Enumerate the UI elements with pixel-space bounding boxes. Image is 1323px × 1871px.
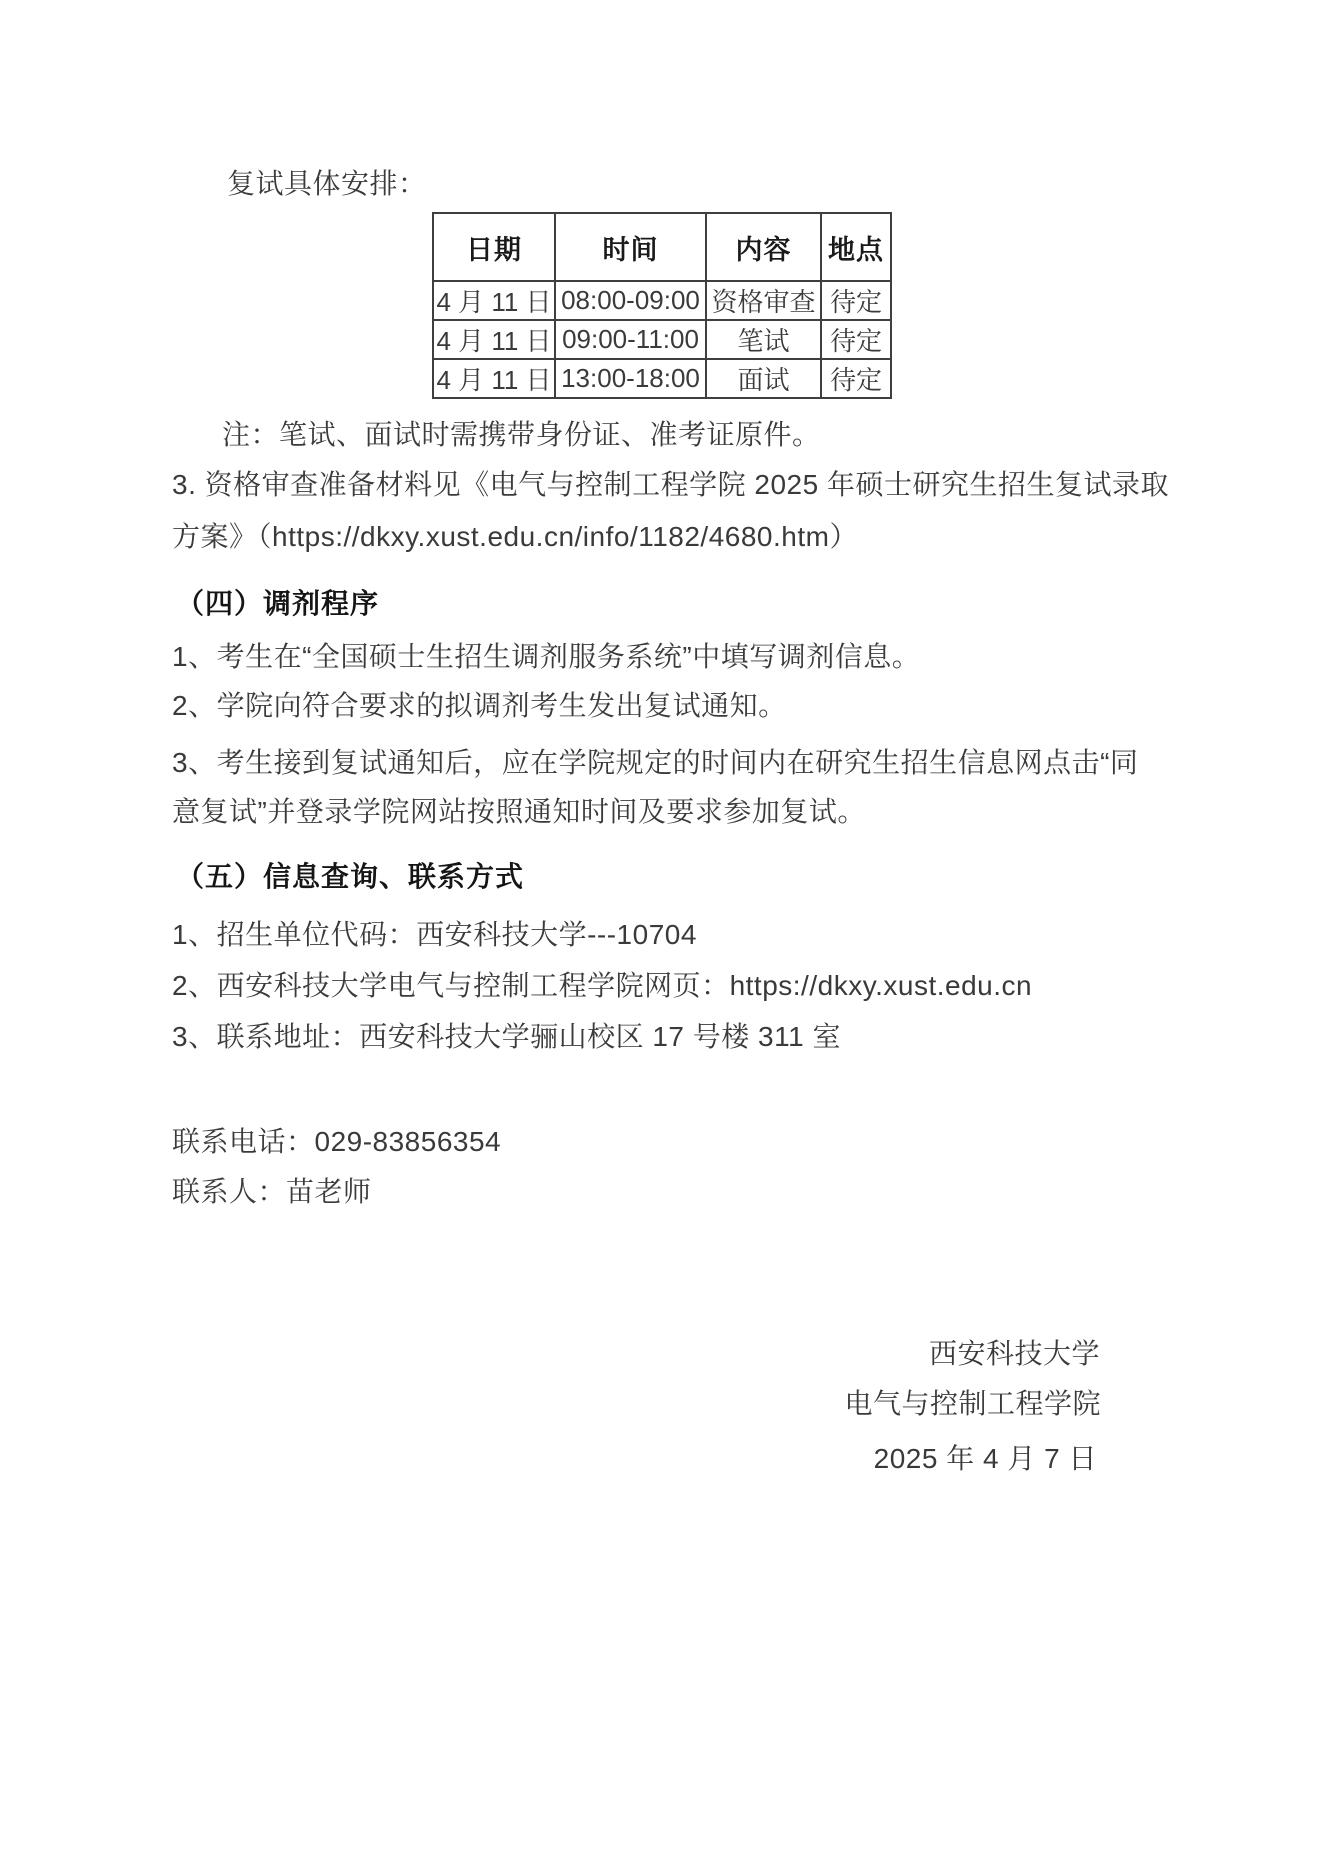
header-date: 日期 bbox=[433, 213, 555, 281]
cell-location: 待定 bbox=[821, 281, 891, 320]
schedule-row bbox=[433, 281, 891, 320]
cell-content: 资格审查 bbox=[706, 281, 821, 320]
materials-item-line1: 3. 资格审查准备材料见《电气与控制工程学院 2025 年硕士研究生招生复试录取 bbox=[172, 469, 1169, 500]
schedule-table bbox=[432, 212, 892, 399]
signature-college: 电气与控制工程学院 bbox=[844, 1388, 1101, 1419]
schedule-row bbox=[433, 359, 891, 398]
section-five-item1: 1、招生单位代码：西安科技大学---10704 bbox=[172, 919, 697, 950]
section-four-item3-line2: 意复试”并登录学院网站按照通知时间及要求参加复试。 bbox=[172, 796, 866, 827]
signature-university: 西安科技大学 bbox=[928, 1338, 1100, 1369]
section-five-item2: 2、西安科技大学电气与控制工程学院网页：https://dkxy.xust.edu.cn bbox=[172, 970, 1033, 1001]
signature-date: 2025 年 4 月 7 日 bbox=[873, 1443, 1097, 1474]
cell-location: 待定 bbox=[821, 359, 891, 398]
cell-time: 13:00-18:00 bbox=[555, 359, 706, 398]
cell-date: 4 月 11 日 bbox=[433, 281, 555, 320]
cell-time: 09:00-11:00 bbox=[555, 320, 706, 359]
header-time: 时间 bbox=[555, 213, 706, 281]
section-four-item1: 1、考生在“全国硕士生招生调剂服务系统”中填写调剂信息。 bbox=[172, 641, 921, 672]
cell-date: 4 月 11 日 bbox=[433, 320, 555, 359]
section-four-item3-line1: 3、考生接到复试通知后，应在学院规定的时间内在研究生招生信息网点击“同 bbox=[172, 747, 1139, 778]
contact-person-line: 联系人：苗老师 bbox=[172, 1176, 372, 1207]
cell-content: 面试 bbox=[706, 359, 821, 398]
header-content: 内容 bbox=[706, 213, 821, 281]
contact-phone-line: 联系电话：029-83856354 bbox=[172, 1126, 502, 1157]
section-four-item2: 2、学院向符合要求的拟调剂考生发出复试通知。 bbox=[172, 690, 787, 721]
header-location: 地点 bbox=[821, 213, 891, 281]
schedule-row bbox=[433, 320, 891, 359]
cell-location: 待定 bbox=[821, 320, 891, 359]
cell-date: 4 月 11 日 bbox=[433, 359, 555, 398]
section-five-heading: （五）信息查询、联系方式 bbox=[176, 861, 525, 892]
cell-time: 08:00-09:00 bbox=[555, 281, 706, 320]
cell-content: 笔试 bbox=[706, 320, 821, 359]
section-four-heading: （四）调剂程序 bbox=[176, 588, 380, 619]
note-line: 注：笔试、面试时需携带身份证、准考证原件。 bbox=[222, 419, 821, 450]
section-five-item3: 3、联系地址：西安科技大学骊山校区 17 号楼 311 室 bbox=[172, 1021, 841, 1052]
intro-line: 复试具体安排： bbox=[227, 168, 427, 199]
schedule-header-row bbox=[433, 213, 891, 281]
materials-item-line2: 方案》（https://dkxy.xust.edu.cn/info/1182/4680.htm） bbox=[172, 521, 858, 552]
